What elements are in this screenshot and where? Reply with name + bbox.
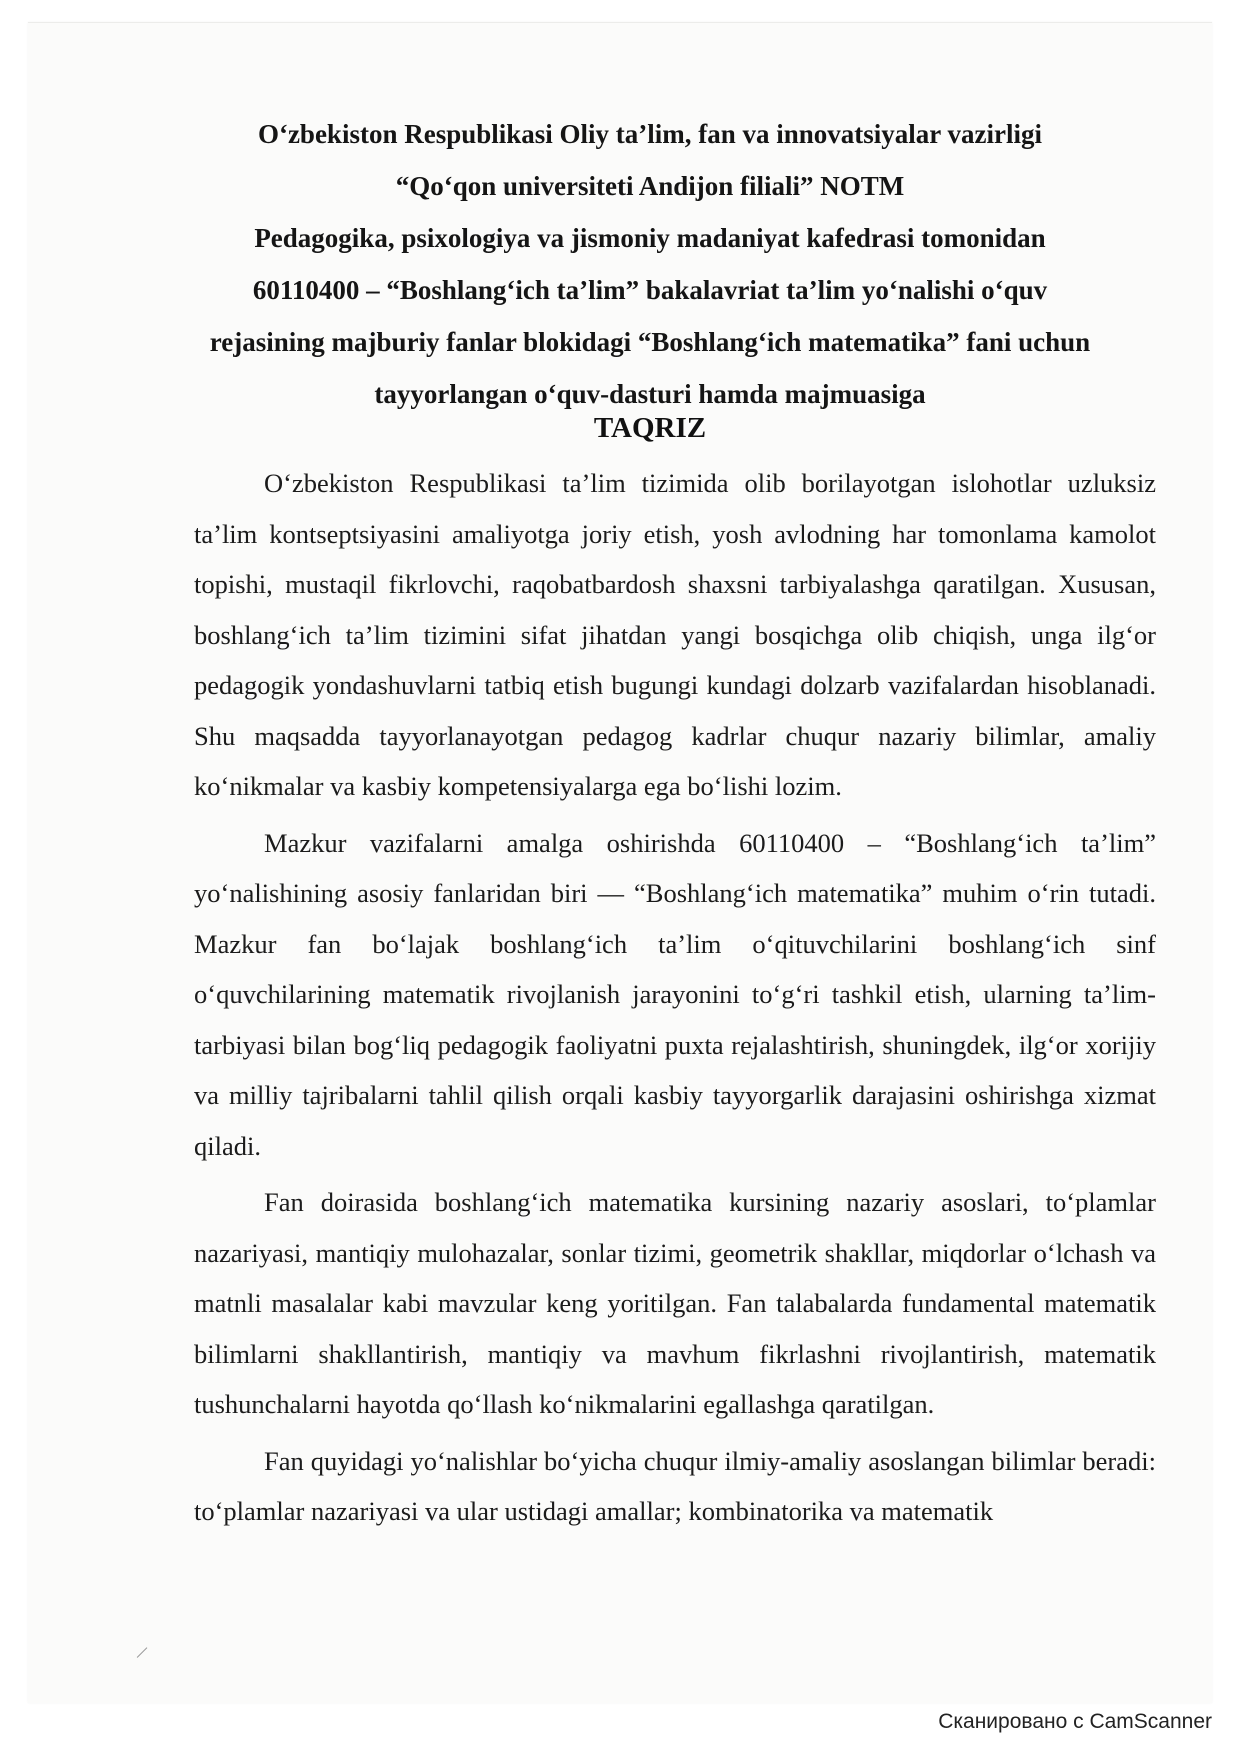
review-body xyxy=(194,458,1156,1537)
header-line-ministry: O‘zbekiston Respublikasi Oliy ta’lim, fan va innovatsiyalar vazirligi xyxy=(257,119,1043,149)
document-header xyxy=(150,108,1150,420)
camscanner-watermark: Сканировано с CamScanner xyxy=(938,1710,1212,1733)
header-line-program: 60110400 – “Boshlang‘ich ta’lim” bakalavriat ta’lim yo‘nalishi o‘quv xyxy=(252,275,1048,305)
document-title: TAQRIZ xyxy=(593,412,707,444)
header-line-subject: rejasining majburiy fanlar blokidagi “Boshlang‘ich matematika” fani uchun xyxy=(209,327,1091,357)
paragraph: Fan doirasida boshlang‘ich matematika kursining nazariy asoslari, to‘plamlar nazariyasi, mantiqiy mulohazalar, sonlar tizimi, geometrik shakllar, miqdorlar o‘lchash va matnli masalalar kabi mavzular keng yoritilgan. Fan talabalarda fundamental matematik bilimlarni shakllantirish, mantiqiy va mavhum fikrlashni rivojlantirish, matematik tushunchalarni hayotda qo‘llash ko‘nikmalarini egallashga qaratilgan. xyxy=(194,1187,1156,1419)
header-line-department: Pedagogika, psixologiya va jismoniy madaniyat kafedrasi tomonidan xyxy=(254,223,1046,253)
paragraph: O‘zbekiston Respublikasi ta’lim tizimida olib borilayotgan islohotlar uzluksiz ta’lim kontseptsiyasini amaliyotga joriy etish, yosh avlodning har tomonlama kamolot topishi, mustaqil fikrlovchi, raqobatbardosh shaxsni tarbiyalashga qaratilgan. Xususan, boshlang‘ich ta’lim tizimini sifat jihatdan yangi bosqichga olib chiqish, unga ilg‘or pedagogik yondashuvlarni tatbiq etish bugungi kundagi dolzarb vazifalardan hisoblanadi. Shu maqsadda tayyorlanayotgan pedagog kadrlar chuqur nazariy bilimlar, amaliy ko‘nikmalar va kasbiy kompetensiyalarga ega bo‘lishi lozim. xyxy=(194,468,1156,801)
header-line-target: tayyorlangan o‘quv-dasturi hamda majmuasiga xyxy=(374,379,926,409)
paragraph: Fan quyidagi yo‘nalishlar bo‘yicha chuqur ilmiy-amaliy asoslangan bilimlar beradi: to‘plamlar nazariyasi va ular ustidagi amallar; kombinatorika va matematik xyxy=(194,1445,1156,1526)
header-line-university: “Qo‘qon universiteti Andijon filiali” NOTM xyxy=(395,171,905,201)
paragraph: Mazkur vazifalarni amalga oshirishda 60110400 – “Boshlang‘ich ta’lim” yo‘nalishining asosiy fanlaridan biri — “Boshlang‘ich matematika” muhim o‘rin tutadi. Mazkur fan bo‘lajak boshlang‘ich ta’lim o‘qituvchilarini boshlang‘ich sinf o‘quvchilarining matematik rivojlanish jarayonini to‘g‘ri tashkil etish, ularning ta’lim-tarbiyasi bilan bog‘liq pedagogik faoliyatni puxta rejalashtirish, shuningdek, ilg‘or xorijiy va milliy tajribalarni tahlil qilish orqali kasbiy tayyorgarlik darajasini oshirishga xizmat qiladi. xyxy=(194,827,1156,1161)
